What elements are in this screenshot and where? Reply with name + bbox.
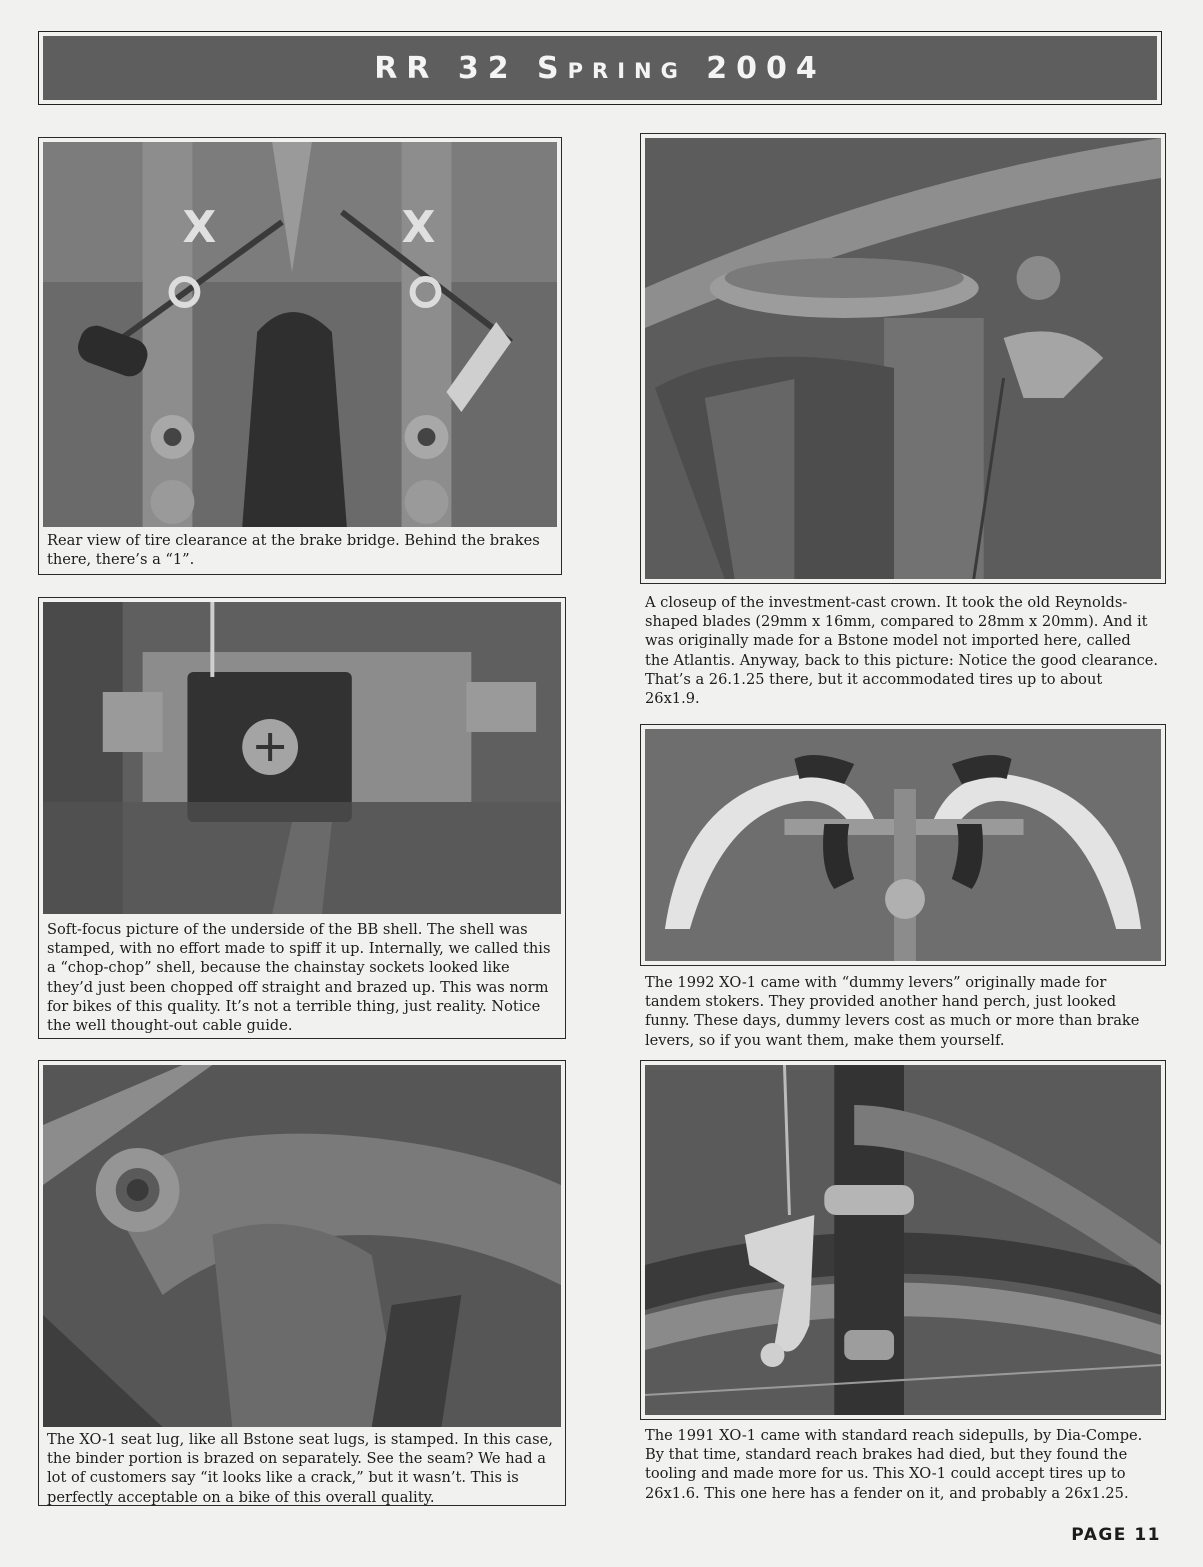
photo-panel-dummy-levers bbox=[640, 724, 1166, 1049]
photo-brake-bridge bbox=[43, 142, 557, 527]
photo-caption-fork-crown: A closeup of the investment-cast crown. It took the old Reynolds-shaped blades (29mm x 16mm, compared to 28mm x 20mm). And it was originally made for a Bstone model not imported here, called the Atlantis. Anyway, back to this picture: Notice the good clearance. That’s a 26.1.25 there, but it accommodated tires up to about 26x1.9. bbox=[645, 594, 1159, 708]
photo-caption-dummy-levers: The 1992 XO-1 came with “dummy levers” originally made for tandem stokers. They provided another hand perch, just looked funny. These days, dummy levers cost as much or more than brake levers, so if you want them, make them yourself. bbox=[645, 974, 1140, 1049]
photo-sidepull-brakes bbox=[645, 1065, 1161, 1415]
photo-bb-shell bbox=[43, 602, 561, 914]
photo-dummy-levers bbox=[645, 729, 1161, 961]
photo-panel-fork-crown bbox=[640, 133, 1166, 708]
photo-caption-bb-shell: Soft-focus picture of the underside of the BB shell. The shell was stamped, with no effort made to spiff it up. Internally, we called this a “chop-chop” shell, because the chainstay sockets looked like they’d just been chopped off straight and brazed up. This was norm for bikes of this quality. It’s not a terrible thing, just reality. Notice the well thought-out cable guide. bbox=[47, 921, 551, 1035]
photo-fork-crown bbox=[645, 138, 1161, 579]
photo-panel-seat-lug bbox=[38, 1060, 566, 1506]
photo-panel-brake-bridge bbox=[38, 137, 562, 575]
photo-seat-lug bbox=[43, 1065, 561, 1427]
photo-caption-seat-lug: The XO-1 seat lug, like all Bstone seat lugs, is stamped. In this case, the binder portion is brazed on separately. See the seam? We had a lot of customers say “it looks like a crack,” but it wasn’t. This is perfectly acceptable on a bike of this overall quality. bbox=[47, 1431, 553, 1506]
photo-caption-brake-bridge: Rear view of tire clearance at the brake bridge. Behind the brakes there, there’s a “1”. bbox=[47, 532, 540, 569]
photo-panel-sidepull-brakes bbox=[640, 1060, 1166, 1502]
svg-text:X: X bbox=[401, 201, 436, 254]
page-number: PAGE 11 bbox=[1071, 1525, 1161, 1545]
photo-caption-sidepull-brakes: The 1991 XO-1 came with standard reach sidepulls, by Dia-Compe. By that time, standard reach brakes had died, but they found the tooling and made more for us. This XO-1 could accept tires up to 26x1.6. This one here has a fender on it, and probably a 26x1.25. bbox=[645, 1427, 1143, 1502]
issue-header-banner bbox=[38, 31, 1162, 105]
photo-panel-bb-shell bbox=[38, 597, 566, 1039]
issue-header-title: RR 32 Spring 2004 bbox=[374, 50, 826, 86]
svg-text:X: X bbox=[182, 201, 217, 254]
